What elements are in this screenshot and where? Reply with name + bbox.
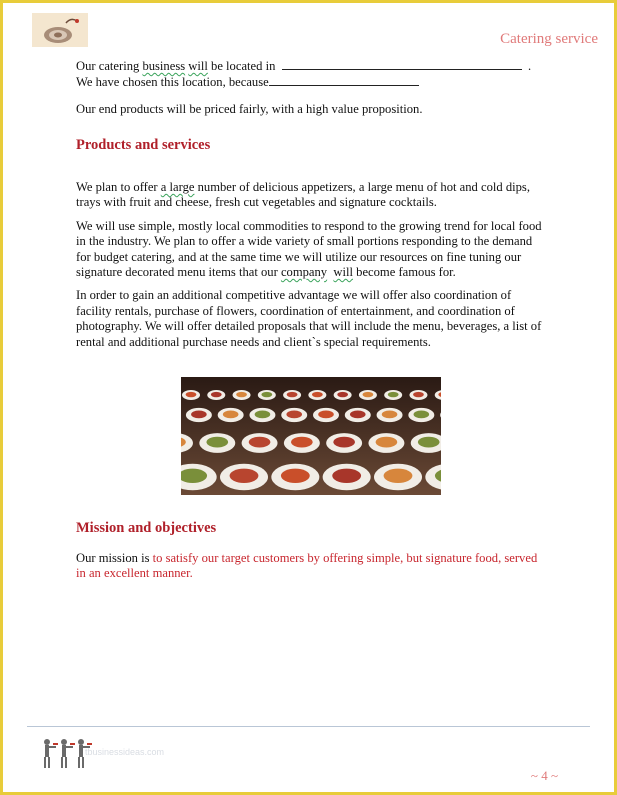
company-logo: [32, 13, 88, 47]
food-portion: [281, 469, 310, 483]
food-portion: [384, 469, 413, 483]
p2-rest: become famous for.: [353, 265, 456, 280]
food-portion: [287, 392, 298, 397]
food-portion: [249, 437, 271, 448]
footer-watermark: tbusinessideas.com: [85, 747, 165, 757]
location-prefix: Our catering: [76, 59, 143, 73]
food-portion: [255, 410, 271, 418]
products-paragraph-2: [76, 219, 544, 281]
products-paragraph-3: In order to gain an additional competitive advantage we will offer also coordination of facility rentals, purchase of flowers, coordination of entertainment, and coordination of photography. We will offer detailed proposals that will include the menu, beverages, a list of rental and additional purchase needs and client`s special requirements.: [76, 288, 542, 349]
location-end: .: [527, 59, 532, 73]
mission-paragraph: [76, 551, 544, 582]
mission-body: [76, 551, 544, 582]
food-portion: [211, 392, 222, 397]
food-portion: [318, 410, 334, 418]
food-portion: [206, 437, 228, 448]
location-word-will: will: [188, 59, 208, 73]
food-portion: [261, 392, 272, 397]
food-portion: [312, 392, 323, 397]
food-portion: [413, 392, 424, 397]
mission-highlight: to satisfy our target customers by offering simple, but signature food, served in an excellent manner.: [76, 551, 538, 581]
reason-line: [76, 74, 544, 90]
food-portion: [291, 437, 313, 448]
reason-blank: [269, 74, 419, 86]
food-portion: [418, 437, 440, 448]
food-portion: [363, 392, 374, 397]
food-portion: [230, 469, 259, 483]
food-portion: [333, 437, 355, 448]
food-portion: [332, 469, 361, 483]
food-portion: [191, 410, 207, 418]
p2-will: will: [333, 265, 353, 280]
products-paragraph-1: [76, 180, 544, 211]
mission-heading: Mission and objectives: [76, 520, 217, 536]
food-portion: [186, 392, 197, 397]
food-portion: [388, 392, 399, 397]
food-portion: [376, 437, 398, 448]
food-portion: [337, 392, 348, 397]
mission-prefix: Our mission is: [76, 551, 153, 565]
p2-prefix: We will use simple, mostly local commodities to respond to the growing trend for local food in the industry. We plan to offer a wide variety of small portions responding to the demand for budget catering, and at the same time we will utilize our resources on fine tuning our signature decorated menu items that our: [76, 218, 542, 280]
food-portion: [350, 410, 366, 418]
food-portion: [382, 410, 398, 418]
footer-divider: [27, 726, 590, 727]
location-suffix: be located in: [207, 59, 276, 73]
p1-squiggle: a large: [160, 180, 195, 194]
food-portion: [414, 410, 430, 418]
p1-prefix: We plan to offer: [76, 180, 161, 194]
header-title: Catering service: [500, 31, 598, 47]
food-portion: [223, 410, 239, 418]
reason-prefix: We have chosen this location, because: [76, 75, 269, 90]
location-paragraph: [76, 58, 544, 117]
food-portion: [286, 410, 302, 418]
location-line: [76, 58, 544, 74]
location-word-business: business: [142, 59, 186, 73]
food-portion: [236, 392, 247, 397]
products-heading: Products and services: [76, 137, 211, 153]
page-number: ~ 4 ~: [530, 768, 558, 783]
location-blank: [282, 58, 522, 70]
p1-rest: number of delicious appetizers, a large menu of hot and cold dips, trays with fruit and cheese, fresh cut vegetables and signature cocktails.: [76, 180, 530, 210]
catering-photo: [181, 377, 441, 495]
products-body: [76, 180, 544, 350]
pricing-line: Our end products will be priced fairly, with a high value proposition.: [76, 101, 423, 116]
p2-company: company: [280, 265, 328, 280]
